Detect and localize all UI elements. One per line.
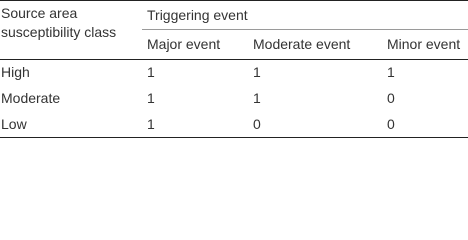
- header-rule: [0, 59, 468, 60]
- column-header-minor-event: Minor event: [387, 36, 461, 52]
- column-header-major-event: Major event: [147, 36, 221, 52]
- cell-high-moderate: 1: [253, 64, 261, 80]
- cell-high-minor: 1: [387, 64, 395, 80]
- cell-moderate-moderate: 1: [253, 90, 261, 106]
- cell-moderate-minor: 0: [387, 90, 395, 106]
- stub-header-line-2: susceptibility class: [1, 24, 117, 40]
- row-label-high: High: [1, 64, 30, 80]
- cell-low-minor: 0: [387, 116, 395, 132]
- stub-header: [1, 4, 116, 42]
- cell-high-major: 1: [147, 64, 155, 80]
- cell-low-moderate: 0: [253, 116, 261, 132]
- table-top-rule: [0, 0, 468, 1]
- row-label-moderate: Moderate: [1, 90, 61, 106]
- row-label-low: Low: [1, 116, 27, 132]
- stub-header-line-1: Source area: [1, 5, 78, 21]
- group-header-triggering-event: Triggering event: [147, 7, 248, 23]
- table-bottom-rule: [0, 137, 468, 138]
- cell-moderate-major: 1: [147, 90, 155, 106]
- cell-low-major: 1: [147, 116, 155, 132]
- group-header-rule: [142, 29, 468, 30]
- column-header-moderate-event: Moderate event: [253, 36, 351, 52]
